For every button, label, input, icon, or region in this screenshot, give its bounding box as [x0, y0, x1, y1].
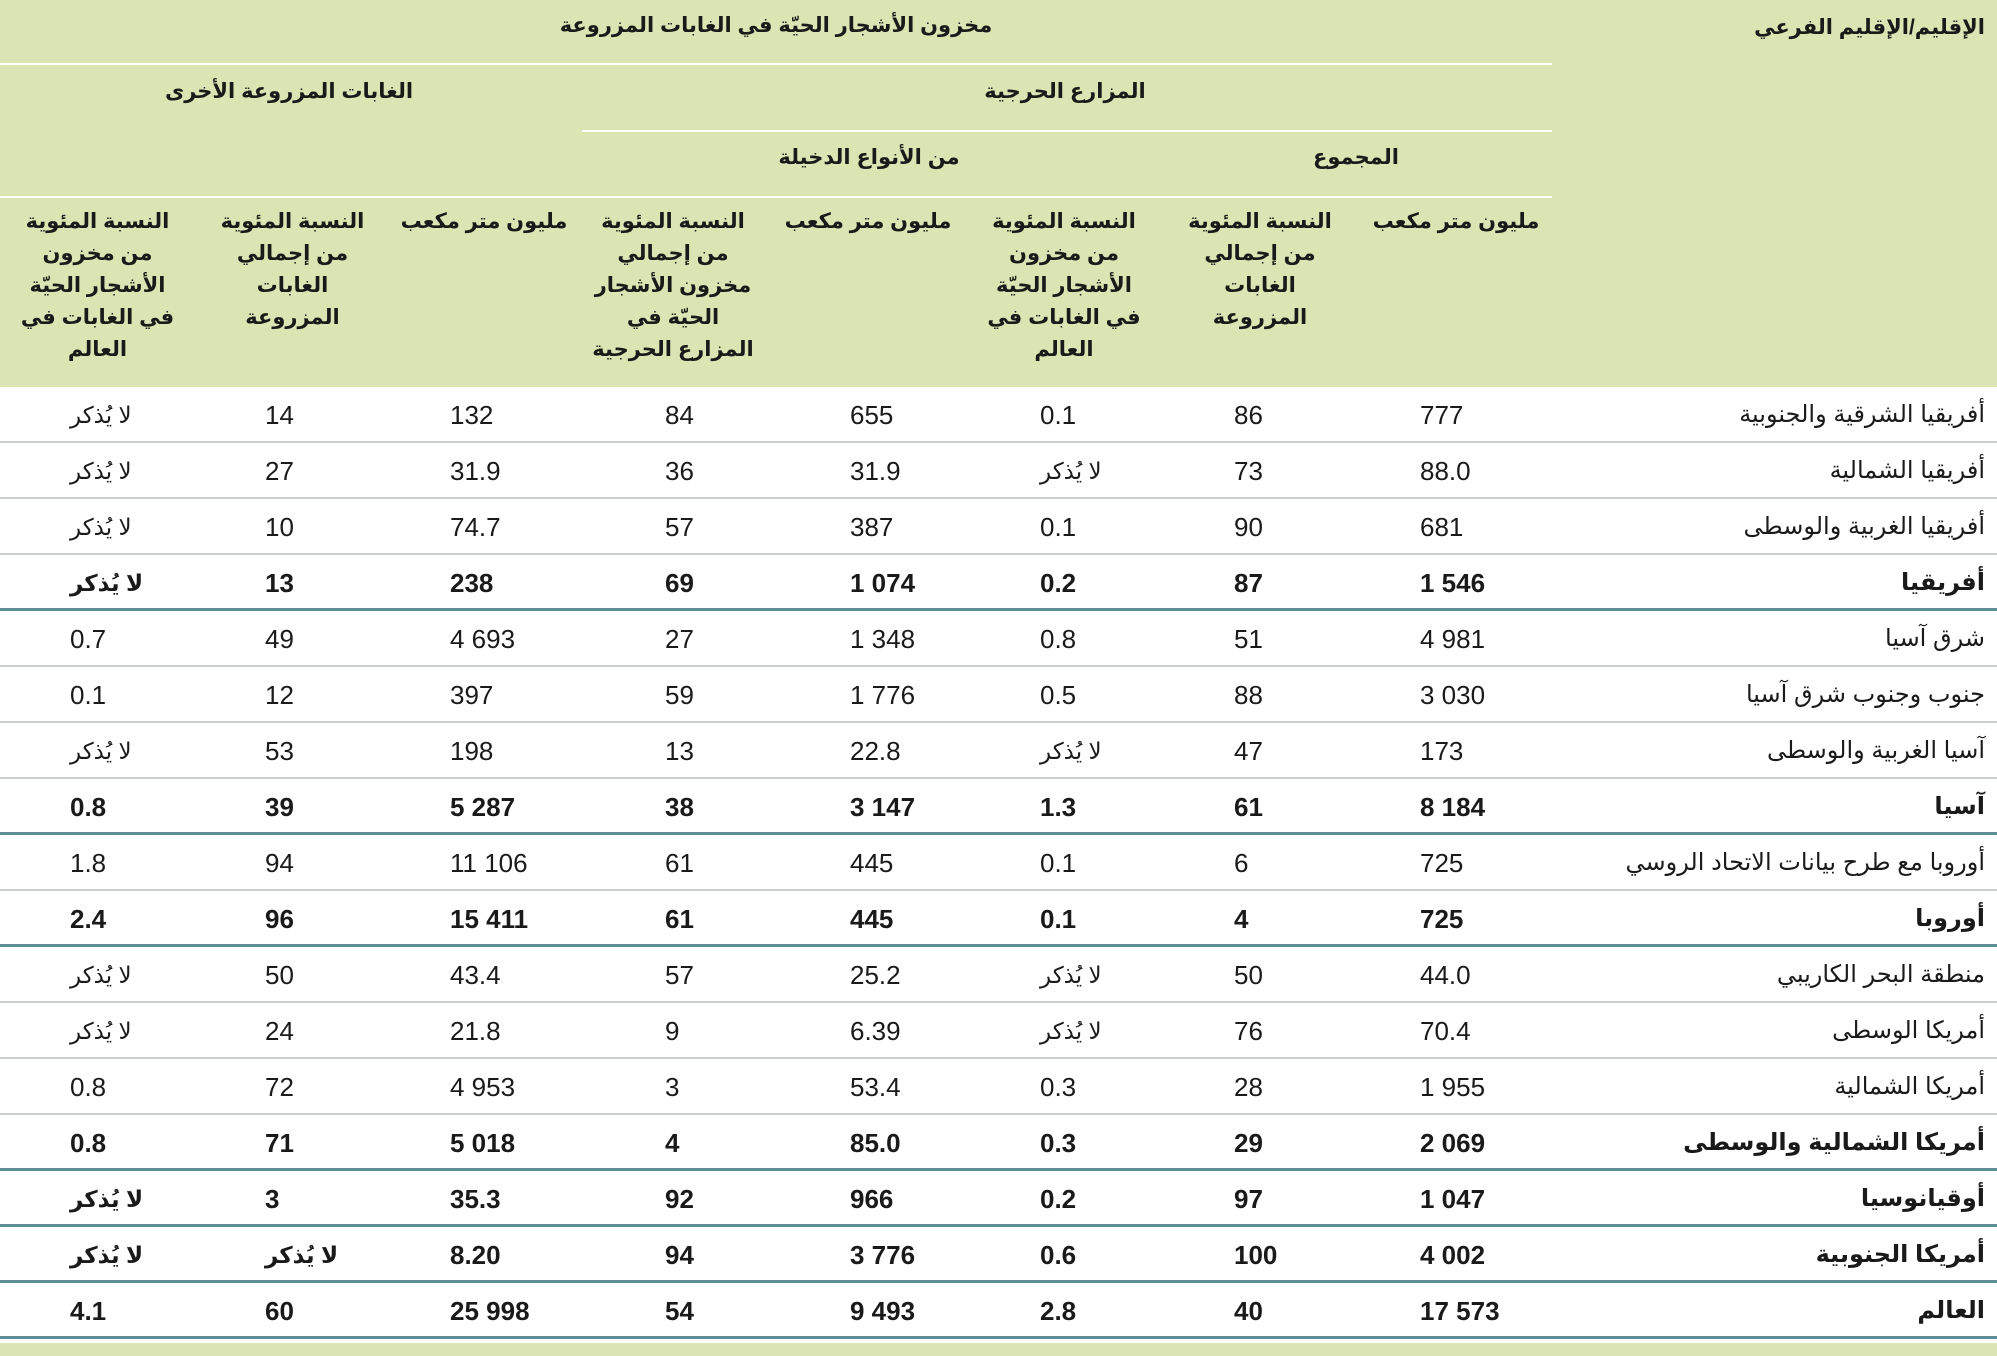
table-cell: 0.8 — [70, 1072, 107, 1102]
table-cell: 31.9 — [450, 456, 501, 486]
table-cell: 35.3 — [450, 1184, 501, 1214]
table-cell: لا يُذكر — [70, 962, 132, 988]
table-cell: 0.3 — [1040, 1128, 1077, 1158]
table-cell: 71 — [265, 1128, 294, 1158]
col-header-pct-planted: النسبة المئوية من إجمالي الغابات المزروعة — [1188, 210, 1332, 329]
table-cell: 725 — [1420, 848, 1464, 878]
table-cell: 0.2 — [1040, 568, 1077, 598]
table-cell: 25.2 — [850, 960, 901, 990]
table-row — [0, 387, 1997, 443]
table-cell: 10 — [265, 512, 294, 542]
table-cell: 1 047 — [1420, 1184, 1486, 1214]
table-cell: 4 002 — [1420, 1240, 1486, 1270]
region-name: أمريكا الوسطى — [1832, 1017, 1985, 1044]
col-header-pct-world-other: النسبة المئوية من مخزون الأشجار الحيّة في الغابات في العالم — [20, 210, 175, 361]
table-cell: 53 — [265, 736, 294, 766]
table-cell: 50 — [265, 960, 294, 990]
table-cell: 100 — [1234, 1240, 1278, 1270]
table-row — [0, 667, 1997, 723]
table-cell: 0.8 — [1040, 624, 1077, 654]
table-cell: 90 — [1234, 512, 1263, 542]
table-cell: 11 106 — [450, 848, 528, 878]
table-cell: لا يُذكر — [265, 1242, 339, 1268]
table-cell: 61 — [665, 904, 694, 934]
table-cell: 97 — [1234, 1184, 1263, 1214]
footer-band — [0, 1343, 1997, 1356]
table-row — [0, 611, 1997, 667]
table-row — [0, 443, 1997, 499]
table-cell: 28 — [1234, 1072, 1263, 1102]
table-cell: 8 184 — [1420, 792, 1486, 822]
table-cell: لا يُذكر — [1040, 458, 1102, 484]
table-cell: 69 — [665, 568, 694, 598]
table-cell: 3 776 — [850, 1240, 916, 1270]
table-cell: 0.1 — [70, 680, 107, 710]
table-cell: 0.1 — [1040, 904, 1077, 934]
table-cell: لا يُذكر — [70, 458, 132, 484]
table-row — [0, 779, 1997, 835]
col-header-million-m3-other: مليون متر مكعب — [400, 210, 568, 233]
region-name: آسيا — [1934, 793, 1985, 820]
other-planted-header: الغابات المزروعة الأخرى — [164, 80, 414, 103]
region-name: أوقيانوسيا — [1860, 1185, 1985, 1212]
table-cell: 85.0 — [850, 1128, 901, 1158]
region-name: أوروبا مع طرح بيانات الاتحاد الروسي — [1625, 849, 1985, 876]
region-name: أوروبا — [1915, 905, 1985, 932]
table-cell: 96 — [265, 904, 294, 934]
table-cell: 1.3 — [1040, 792, 1077, 822]
table-cell: 397 — [450, 680, 494, 710]
region-name: أمريكا الشمالية والوسطى — [1683, 1129, 1985, 1156]
table-cell: 966 — [850, 1184, 894, 1214]
table-cell: 36 — [665, 456, 694, 486]
table-cell: 1 776 — [850, 680, 916, 710]
table-cell: 88 — [1234, 680, 1263, 710]
table-row — [0, 1283, 1997, 1339]
table-cell: 5 018 — [450, 1128, 516, 1158]
table-cell: 0.5 — [1040, 680, 1077, 710]
table-cell: 94 — [665, 1240, 694, 1270]
table-cell: 0.1 — [1040, 400, 1077, 430]
table-cell: 0.8 — [70, 792, 107, 822]
table-cell: 0.1 — [1040, 848, 1077, 878]
table-row — [0, 1059, 1997, 1115]
table-cell: 9 — [665, 1016, 680, 1046]
table-cell: 44.0 — [1420, 960, 1471, 990]
table-cell: 4 981 — [1420, 624, 1486, 654]
table-cell: 72 — [265, 1072, 294, 1102]
table-cell: 3 — [665, 1072, 680, 1102]
table-cell: 76 — [1234, 1016, 1263, 1046]
region-name: آسيا الغربية والوسطى — [1766, 737, 1985, 764]
table-cell: 173 — [1420, 736, 1464, 766]
table-cell: 13 — [665, 736, 694, 766]
table-cell: 39 — [265, 792, 294, 822]
table-cell: 777 — [1420, 400, 1464, 430]
table-cell: لا يُذكر — [1040, 1018, 1102, 1044]
table-row — [0, 555, 1997, 611]
col-header-pct-planted-other: النسبة المئوية من إجمالي الغابات المزروعة — [220, 210, 365, 329]
table-row — [0, 947, 1997, 1003]
table-cell: 14 — [265, 400, 294, 430]
table-header — [0, 0, 1997, 387]
table-cell: 21.8 — [450, 1016, 501, 1046]
table-cell: 54 — [665, 1296, 694, 1326]
table-cell: لا يُذكر — [70, 1242, 144, 1268]
table-cell: 4.1 — [70, 1296, 107, 1326]
table-cell: 1.8 — [70, 848, 107, 878]
region-name: أمريكا الشمالية — [1834, 1073, 1985, 1100]
table-cell: 9 493 — [850, 1296, 916, 1326]
header-divider — [0, 63, 1552, 65]
table-cell: 5 287 — [450, 792, 516, 822]
region-name: أفريقيا الشمالية — [1829, 457, 1985, 484]
table-cell: 0.2 — [1040, 1184, 1077, 1214]
table-cell: 49 — [265, 624, 294, 654]
region-name: أمريكا الجنوبية — [1815, 1241, 1985, 1268]
table-cell: 60 — [265, 1296, 294, 1326]
table-cell: 0.7 — [70, 624, 107, 654]
table-cell: 0.3 — [1040, 1072, 1077, 1102]
table-cell: 13 — [265, 568, 294, 598]
table-row — [0, 723, 1997, 779]
table-cell: 22.8 — [850, 736, 901, 766]
table-cell: 238 — [450, 568, 494, 598]
header-divider — [582, 130, 1552, 132]
table-row — [0, 1003, 1997, 1059]
planted-forests-header: المزارع الحرجية — [984, 80, 1146, 103]
col-header-million-m3-introduced: مليون متر مكعب — [784, 210, 952, 233]
table-cell: 12 — [265, 680, 294, 710]
region-name: أفريقيا الشرقية والجنوبية — [1739, 401, 1985, 428]
table-cell: 3 — [265, 1184, 280, 1214]
table-cell: 51 — [1234, 624, 1263, 654]
table-cell: 57 — [665, 960, 694, 990]
table-cell: 8.20 — [450, 1240, 501, 1270]
introduced-species-header: من الأنواع الدخيلة — [778, 146, 960, 169]
region-name: العالم — [1917, 1297, 1985, 1324]
table-cell: 4 953 — [450, 1072, 516, 1102]
table-cell: 2.4 — [70, 904, 107, 934]
table-cell: لا يُذكر — [70, 514, 132, 540]
table-cell: 0.1 — [1040, 512, 1077, 542]
table-cell: 25 998 — [450, 1296, 530, 1326]
table-cell: 1 546 — [1420, 568, 1486, 598]
table-cell: 27 — [665, 624, 694, 654]
table-cell: 61 — [1234, 792, 1263, 822]
region-name: شرق آسيا — [1885, 625, 1985, 652]
table-row — [0, 1227, 1997, 1283]
table-cell: 61 — [665, 848, 694, 878]
table-cell: 74.7 — [450, 512, 501, 542]
col-header-pct-plantation: النسبة المئوية من إجمالي مخزون الأشجار الحيّة في المزارع الحرجية — [592, 210, 754, 361]
table-cell: 3 147 — [850, 792, 916, 822]
table-cell: 1 348 — [850, 624, 916, 654]
table-cell: 40 — [1234, 1296, 1263, 1326]
total-header: المجموع — [1313, 146, 1399, 169]
table-cell: 445 — [850, 904, 894, 934]
table-cell: 73 — [1234, 456, 1263, 486]
table-cell: 1 074 — [850, 568, 916, 598]
table-cell: 4 — [1234, 904, 1249, 934]
table-row — [0, 891, 1997, 947]
table-cell: لا يُذكر — [70, 1018, 132, 1044]
table-cell: 4 — [665, 1128, 680, 1158]
table-cell: 6.39 — [850, 1016, 901, 1046]
table-cell: 17 573 — [1420, 1296, 1500, 1326]
table-cell: لا يُذكر — [70, 1186, 144, 1212]
table-cell: 27 — [265, 456, 294, 486]
table-cell: 59 — [665, 680, 694, 710]
table-cell: 725 — [1420, 904, 1464, 934]
col-header-pct-world: النسبة المئوية من مخزون الأشجار الحيّة في الغابات في العالم — [987, 210, 1141, 361]
table-cell: 6 — [1234, 848, 1249, 878]
table-cell: 47 — [1234, 736, 1263, 766]
table-cell: 4 693 — [450, 624, 516, 654]
table-cell: 2.8 — [1040, 1296, 1077, 1326]
table-cell: 132 — [450, 400, 494, 430]
header-divider — [0, 196, 1552, 198]
table-cell: 3 030 — [1420, 680, 1486, 710]
table-cell: 86 — [1234, 400, 1263, 430]
table-cell: لا يُذكر — [1040, 738, 1102, 764]
table-cell: 445 — [850, 848, 894, 878]
table-row — [0, 835, 1997, 891]
table-cell: 0.6 — [1040, 1240, 1077, 1270]
table-cell: 655 — [850, 400, 894, 430]
row-separator — [0, 1336, 1997, 1339]
table-cell: 2 069 — [1420, 1128, 1486, 1158]
table-cell: لا يُذكر — [70, 570, 144, 596]
group-title: مخزون الأشجار الحيّة في الغابات المزروعة — [559, 14, 993, 37]
table-cell: لا يُذكر — [70, 738, 132, 764]
table-cell: 88.0 — [1420, 456, 1471, 486]
table-cell: 84 — [665, 400, 694, 430]
table-cell: لا يُذكر — [1040, 962, 1102, 988]
table-cell: 92 — [665, 1184, 694, 1214]
table-row — [0, 499, 1997, 555]
table-cell: 198 — [450, 736, 494, 766]
table-cell: 1 955 — [1420, 1072, 1486, 1102]
table-cell: 70.4 — [1420, 1016, 1471, 1046]
table-cell: 29 — [1234, 1128, 1263, 1158]
region-name: منطقة البحر الكاريبي — [1776, 961, 1985, 988]
table-cell: 53.4 — [850, 1072, 901, 1102]
table-cell: 57 — [665, 512, 694, 542]
table-cell: 387 — [850, 512, 894, 542]
table-cell: 94 — [265, 848, 294, 878]
table-cell: 31.9 — [850, 456, 901, 486]
region-column-header: الإقليم/الإقليم الفرعي — [1754, 16, 1985, 39]
table-row — [0, 1115, 1997, 1171]
region-name: أفريقيا — [1901, 569, 1985, 596]
table-cell: 681 — [1420, 512, 1464, 542]
table-cell: 0.8 — [70, 1128, 107, 1158]
table-cell: 50 — [1234, 960, 1263, 990]
col-header-million-m3: مليون متر مكعب — [1372, 210, 1540, 233]
table-cell: 15 411 — [450, 904, 529, 934]
table-cell: 38 — [665, 792, 694, 822]
region-name: جنوب وجنوب شرق آسيا — [1745, 681, 1985, 708]
table-row — [0, 1171, 1997, 1227]
table-cell: 43.4 — [450, 960, 501, 990]
table-cell: 87 — [1234, 568, 1263, 598]
region-name: أفريقيا الغربية والوسطى — [1743, 513, 1985, 540]
table-cell: 24 — [265, 1016, 294, 1046]
table-cell: لا يُذكر — [70, 402, 132, 428]
